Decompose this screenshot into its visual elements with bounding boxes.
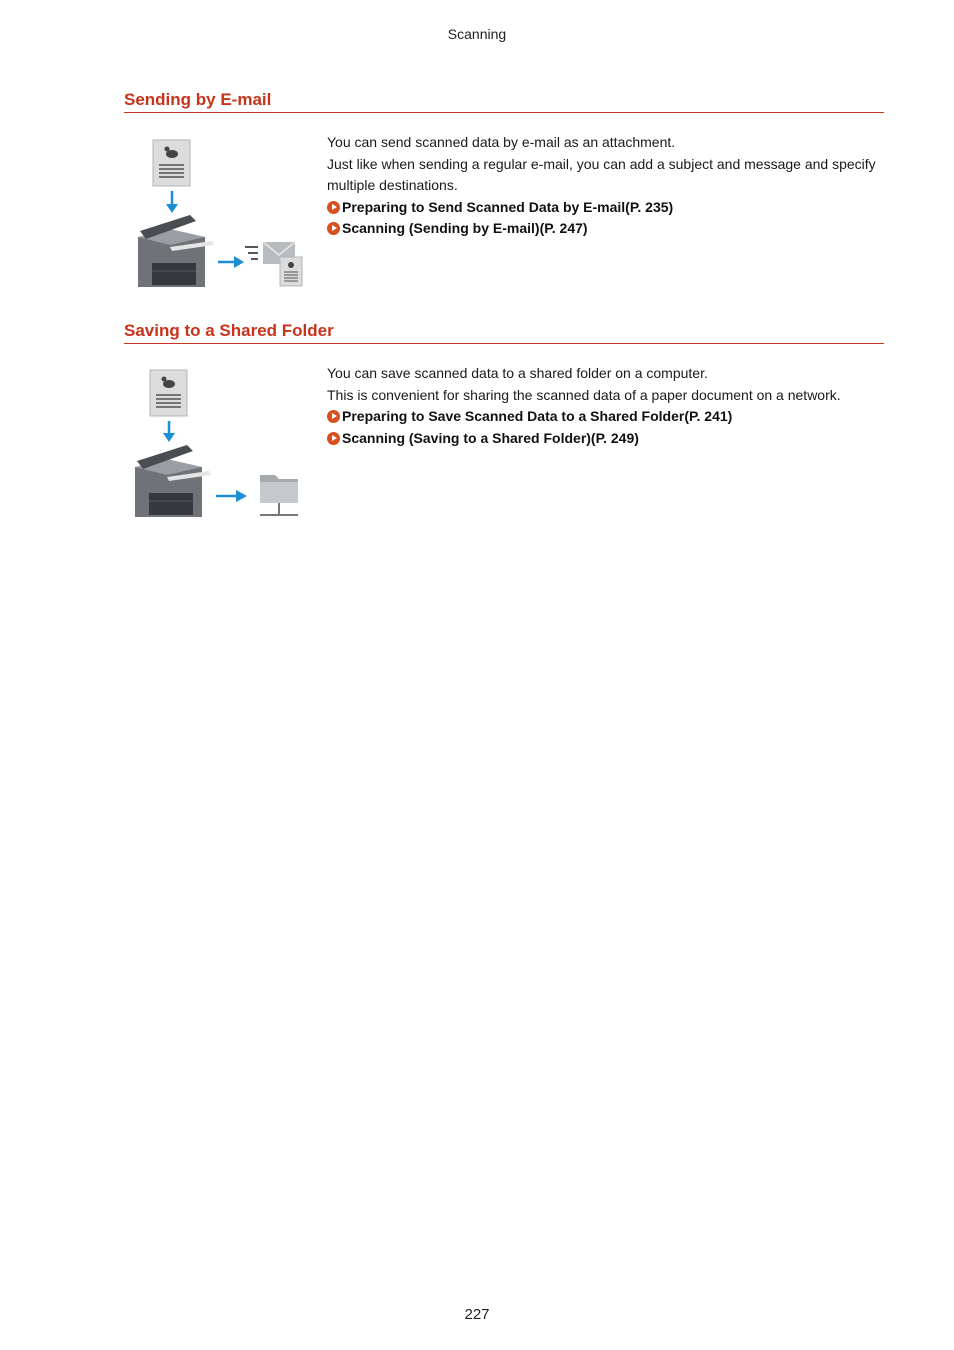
email-envelope-icon (245, 242, 302, 286)
link-scanning-saving-shared-folder[interactable] (327, 428, 883, 450)
arrow-circle-icon (327, 222, 340, 235)
link-text[interactable]: Preparing to Send Scanned Data by E-mail(P. 235) (342, 198, 674, 215)
shared-folder-icon (260, 475, 298, 515)
link-text[interactable]: Scanning (Sending by E-mail)(P. 247) (342, 220, 588, 236)
link-text[interactable]: Scanning (Saving to a Shared Folder)(P. 249) (342, 429, 639, 446)
arrow-right-icon (216, 490, 247, 502)
arrow-down-icon (166, 191, 178, 213)
arrow-circle-icon (327, 410, 340, 423)
email-scan-illustration (130, 135, 310, 295)
document-icon (153, 140, 190, 186)
arrow-right-icon (218, 256, 244, 268)
section-title-sending-by-email: Sending by E-mail (124, 90, 884, 113)
multifunction-printer-icon (138, 215, 214, 287)
section-title-saving-shared-folder: Saving to a Shared Folder (124, 321, 884, 344)
section-body-saving-shared-folder (327, 363, 883, 449)
paragraph: This is convenient for sharing the scanned data of a paper document on a network. (327, 386, 841, 403)
link-scanning-sending-email[interactable] (327, 218, 883, 240)
arrow-down-icon (163, 421, 175, 442)
paragraph: You can save scanned data to a shared folder on a computer. (327, 365, 708, 381)
link-text[interactable]: Preparing to Save Scanned Data to a Shared Folder(P. 241) (342, 408, 733, 424)
folder-scan-illustration (130, 365, 310, 525)
running-header: Scanning (447, 26, 507, 42)
link-preparing-send-email[interactable] (327, 197, 883, 219)
page-number: 227 (464, 1306, 490, 1323)
arrow-circle-icon (327, 432, 340, 445)
section-body-sending-by-email (327, 132, 883, 240)
paragraph: You can send scanned data by e-mail as an attachment. (327, 134, 676, 150)
paragraph: Just like when sending a regular e-mail, you can add a subject and message and specify multiple destinations. (327, 155, 876, 193)
multifunction-printer-icon (135, 445, 211, 517)
arrow-circle-icon (327, 201, 340, 214)
link-preparing-save-shared-folder[interactable] (327, 406, 883, 428)
document-icon (150, 370, 187, 416)
